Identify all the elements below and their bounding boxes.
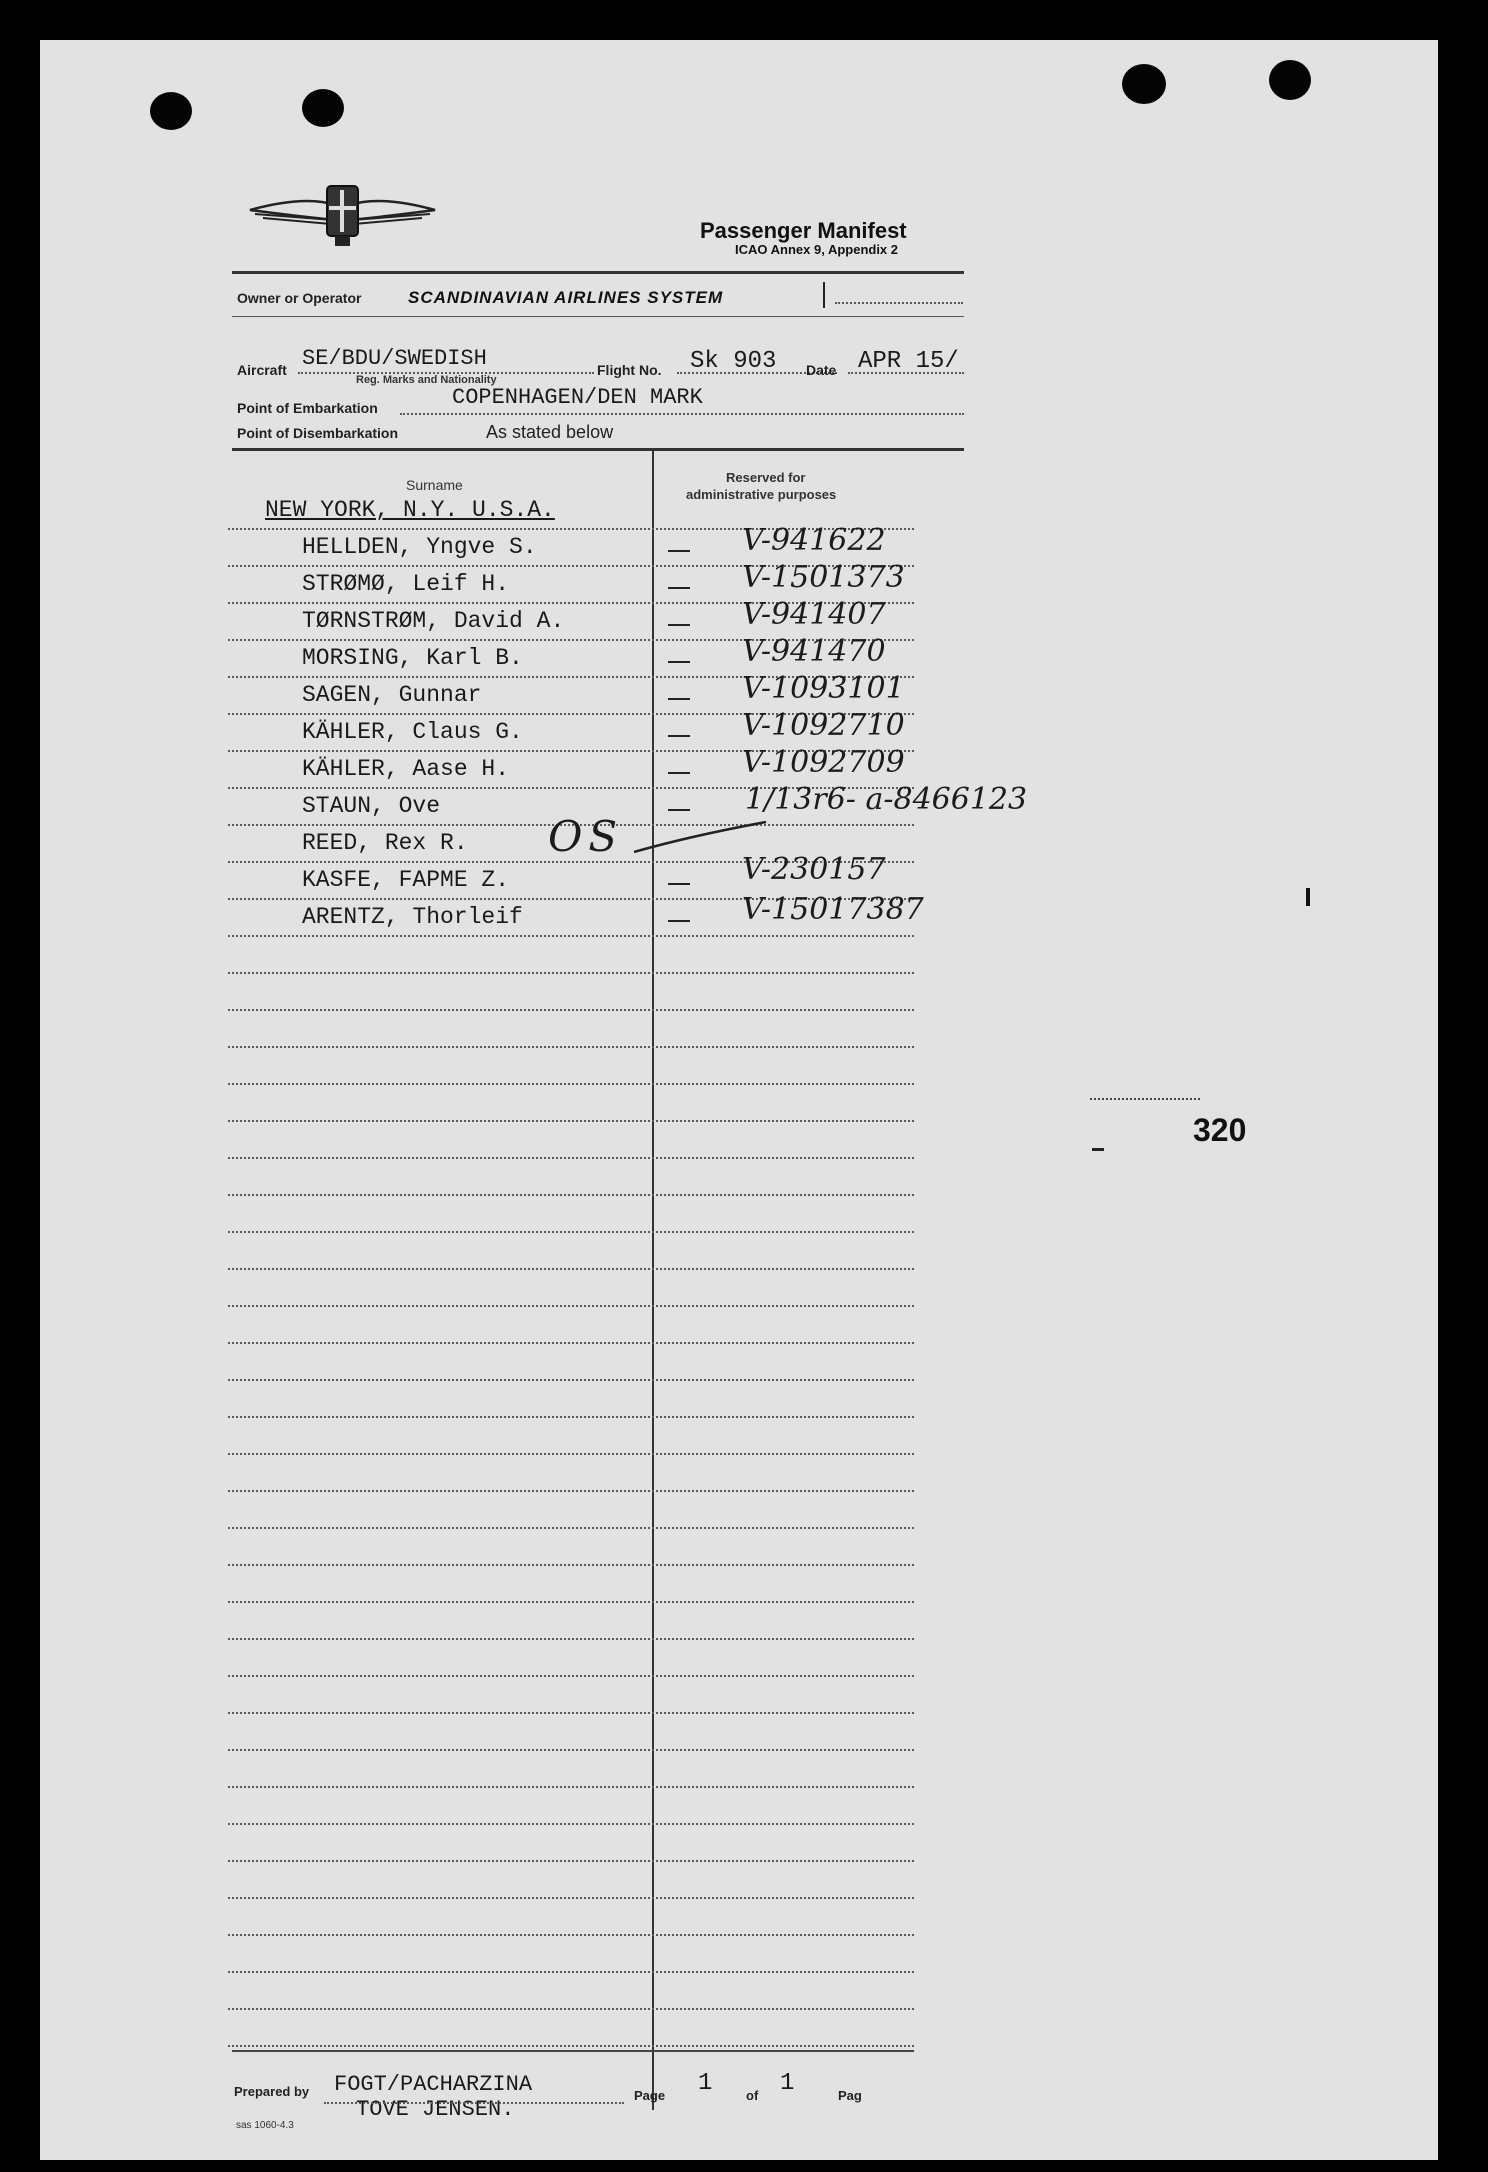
pag-label: Pag (838, 2088, 862, 2103)
of-label: of (746, 2088, 759, 2103)
footer-rule (232, 2050, 914, 2052)
prepared-by-value-2: TOVE JENSEN. (356, 2097, 515, 2122)
handwritten-note: V-230157 (742, 852, 886, 887)
reserved-header-line2: administrative purposes (686, 487, 837, 502)
passenger-name: STAUN, Ove (302, 793, 441, 819)
passenger-name: MORSING, Karl B. (302, 645, 523, 671)
stamp-specks (1090, 1098, 1200, 1102)
row-dash-mark (668, 809, 690, 811)
prepared-by-value-1: FOGT/PACHARZINA (334, 2072, 533, 2097)
owner-value: SCANDINAVIAN AIRLINES SYSTEM (408, 288, 724, 307)
stamp-dash (1092, 1148, 1104, 1151)
flight-label: Flight No. (597, 362, 662, 378)
embarkation-underline (400, 413, 964, 415)
aircraft-label: Aircraft (237, 362, 287, 378)
manifest-sheet (40, 40, 1438, 2160)
owner-field-divider (823, 282, 825, 308)
date-label: Date (806, 362, 837, 378)
row-dash-mark (668, 920, 690, 922)
punch-hole-left (150, 92, 192, 130)
disembarkation-label: Point of Disembarkation (237, 425, 399, 441)
stray-mark (1306, 888, 1310, 906)
row-dash-mark (668, 883, 690, 885)
prepared-by-label: Prepared by (234, 2084, 310, 2099)
handwritten-note: V-15017387 (742, 892, 924, 927)
sas-emblem-logo (245, 180, 440, 252)
page-stamp-number: 320 (1193, 1112, 1247, 1148)
passenger-name: REED, Rex R. (302, 830, 468, 856)
passenger-name: ARENTZ, Thorleif (302, 904, 523, 930)
date-underline (848, 372, 964, 374)
embarkation-value: COPENHAGEN/DEN MARK (452, 385, 703, 410)
punch-hole-right-2 (1269, 60, 1311, 100)
punch-hole-right-1 (1122, 64, 1166, 104)
row-dash-mark (668, 661, 690, 663)
passenger-name: KÄHLER, Claus G. (302, 719, 523, 745)
reserved-header-line1: Reserved for (726, 470, 806, 485)
handwritten-os-mark: OS (548, 812, 624, 861)
page-total: 1 (780, 2070, 795, 2097)
row-dash-mark (668, 698, 690, 700)
form-subtitle: ICAO Annex 9, Appendix 2 (735, 242, 899, 257)
handwritten-note: V-941622 (742, 523, 886, 558)
row-dash-mark (668, 772, 690, 774)
row-dash-mark (668, 587, 690, 589)
aircraft-sublabel: Reg. Marks and Nationality (356, 374, 497, 386)
owner-rule (232, 316, 964, 317)
handwritten-note: V-1092709 (742, 745, 905, 780)
handwritten-note: V-941407 (742, 597, 886, 632)
handwritten-note: V-941470 (742, 634, 886, 669)
prepared-underline (324, 2102, 624, 2104)
title-rule (232, 271, 964, 274)
row-dash-mark (668, 624, 690, 626)
row-dash-mark (668, 550, 690, 552)
aircraft-value: SE/BDU/SWEDISH (302, 346, 487, 371)
passenger-name: KÄHLER, Aase H. (302, 756, 510, 782)
embarkation-label: Point of Embarkation (237, 400, 378, 416)
disembarkation-value: As stated below (486, 422, 614, 442)
handwritten-note: V-1092710 (742, 708, 905, 743)
handwritten-note: V-1501373 (742, 560, 905, 595)
date-value: APR 15/ (858, 348, 959, 375)
passenger-name: KASFE, FAPME Z. (302, 867, 510, 893)
page-current: 1 (698, 2070, 713, 2097)
page-label: Page (634, 2088, 666, 2103)
owner-underline (835, 302, 963, 304)
row-dash-mark (668, 735, 690, 737)
passenger-name: TØRNSTRØM, David A. (302, 608, 565, 634)
passenger-name: HELLDEN, Yngve S. (302, 534, 537, 560)
destination-header: NEW YORK, N.Y. U.S.A. (265, 497, 555, 523)
form-code: sas 1060-4.3 (236, 2120, 294, 2131)
passenger-name: STRØMØ, Leif H. (302, 571, 510, 597)
passenger-name: SAGEN, Gunnar (302, 682, 482, 708)
header-bottom-rule (232, 448, 964, 451)
owner-label: Owner or Operator (237, 290, 362, 306)
handwritten-note: V-1093101 (742, 671, 905, 706)
flight-value: Sk 903 (690, 348, 777, 375)
punch-hole-left-2 (302, 89, 344, 127)
form-title: Passenger Manifest (700, 218, 907, 243)
handwritten-note: 1/13r6- a-8466123 (745, 782, 1028, 817)
surname-column-header: Surname (406, 477, 463, 493)
